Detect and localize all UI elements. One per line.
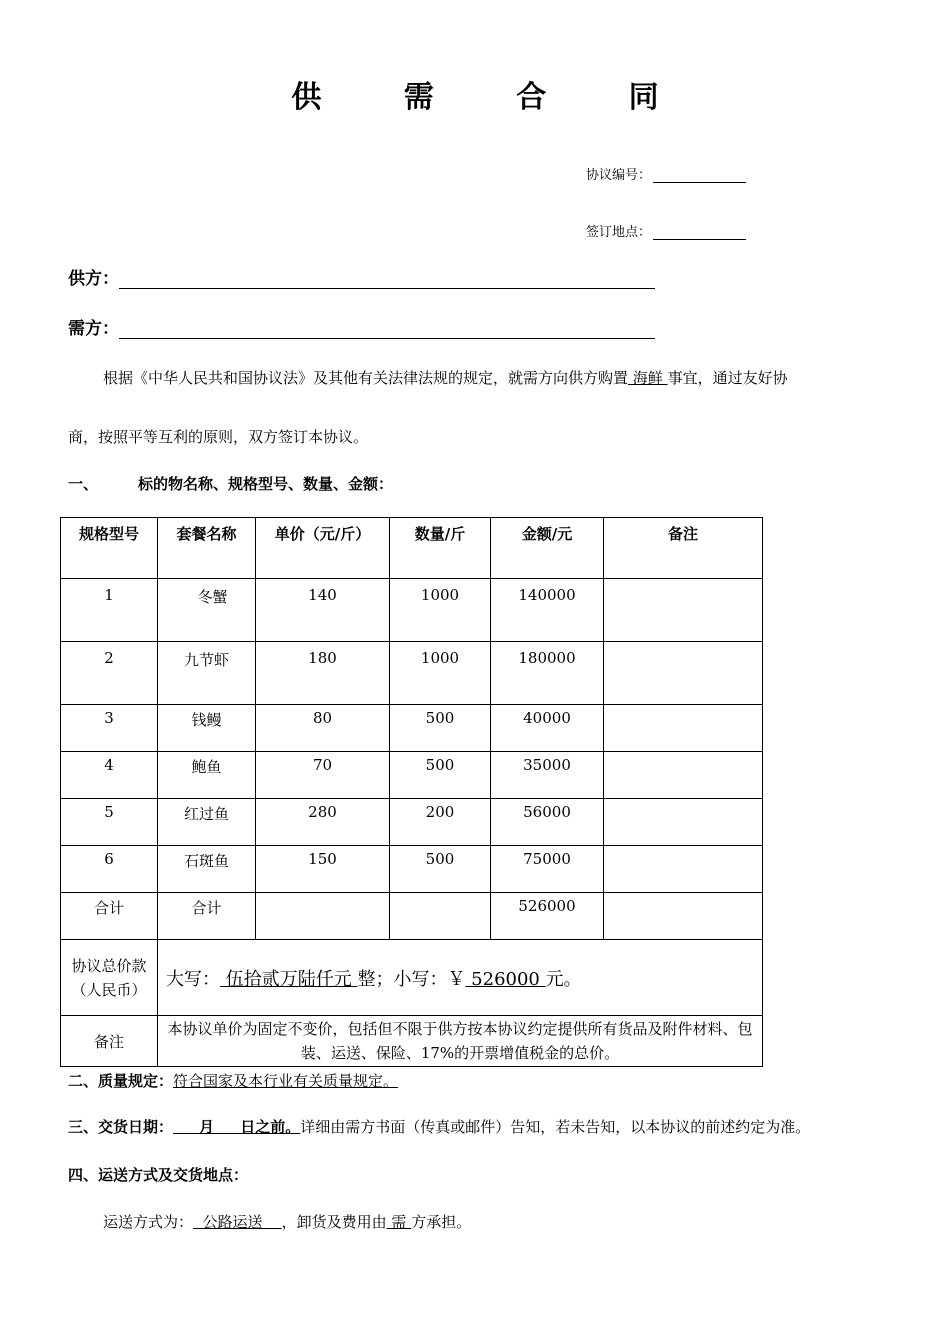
cell-unit-price: 280 <box>256 799 390 846</box>
cell-spec: 2 <box>61 642 158 705</box>
section-2-text: 符合国家及本行业有关质量规定。 <box>173 1072 399 1090</box>
intro-paragraph-line2: 商，按照平等互利的原则，双方签订本协议。 <box>68 428 369 446</box>
section-4-heading: 四、运送方式及交货地点： <box>68 1166 249 1184</box>
cell-remark <box>604 799 763 846</box>
cell-quantity: 200 <box>390 799 491 846</box>
cell-remark <box>604 893 763 940</box>
buyer-row <box>68 314 655 339</box>
cell-quantity: 500 <box>390 846 491 893</box>
shipping-party: 需 <box>386 1213 412 1231</box>
cell-remark <box>604 642 763 705</box>
total-amount-cell <box>158 940 763 1016</box>
table-note-row <box>61 1016 763 1067</box>
table-row <box>61 579 763 642</box>
buyer-label: 需方： <box>68 319 119 339</box>
section-4-shipping <box>103 1211 471 1232</box>
section-1-title: 标的物名称、规格型号、数量、金额： <box>138 475 394 493</box>
supplier-field[interactable] <box>119 270 655 289</box>
shipping-mid: ，卸货及费用由 <box>281 1213 387 1231</box>
document-title: 供 需 合 同 <box>291 80 695 115</box>
cell-remark <box>604 752 763 799</box>
sign-place-row <box>586 221 746 240</box>
total-label: 协议总价款（人民币） <box>61 940 158 1016</box>
total-end-text: 元。 <box>545 968 582 990</box>
supplier-row <box>68 264 655 289</box>
cell-remark <box>604 579 763 642</box>
total-lower-value: 526000 <box>465 968 546 990</box>
total-upper-label: 大写： <box>166 968 220 990</box>
agreement-number-field[interactable] <box>653 168 746 183</box>
header-package: 套餐名称 <box>158 518 256 579</box>
cell-package: 合计 <box>158 893 256 940</box>
shipping-prefix: 运送方式为： <box>103 1213 194 1231</box>
cell-spec: 1 <box>61 579 158 642</box>
total-upper-value: 伍拾贰万陆仟元 <box>220 968 358 990</box>
shipping-end: 方承担。 <box>411 1213 472 1231</box>
cell-amount: 180000 <box>491 642 604 705</box>
cell-spec: 合计 <box>61 893 158 940</box>
cell-quantity: 1000 <box>390 579 491 642</box>
section-1-number: 一、 <box>68 475 99 493</box>
section-3-label: 三、交货日期： <box>68 1118 174 1136</box>
intro-goods: 海鲜 <box>628 369 668 387</box>
cell-amount: 35000 <box>491 752 604 799</box>
cell-package: 石斑鱼 <box>158 846 256 893</box>
sign-place-field[interactable] <box>653 225 746 240</box>
cell-amount: 56000 <box>491 799 604 846</box>
intro-text-2: 事宜，通过友好协 <box>667 369 788 387</box>
table-row <box>61 705 763 752</box>
cell-unit-price <box>256 893 390 940</box>
cell-amount: 140000 <box>491 579 604 642</box>
supplier-label: 供方： <box>68 269 119 289</box>
cell-package: 冬蟹 <box>158 579 256 642</box>
section-2-label: 二、质量规定： <box>68 1072 174 1090</box>
header-amount: 金额/元 <box>491 518 604 579</box>
table-row <box>61 752 763 799</box>
cell-quantity: 500 <box>390 705 491 752</box>
agreement-number-label: 协议编号： <box>586 168 652 183</box>
header-remark: 备注 <box>604 518 763 579</box>
table-row <box>61 846 763 893</box>
cell-remark <box>604 705 763 752</box>
cell-package: 九节虾 <box>158 642 256 705</box>
table-row <box>61 799 763 846</box>
table-header-row <box>61 518 763 579</box>
cell-package: 钱鳗 <box>158 705 256 752</box>
cell-unit-price: 80 <box>256 705 390 752</box>
header-unit-price: 单价（元/斤） <box>256 518 390 579</box>
cell-quantity: 1000 <box>390 642 491 705</box>
intro-paragraph-line1 <box>103 367 788 388</box>
section-3 <box>68 1116 810 1137</box>
cell-package: 鲍鱼 <box>158 752 256 799</box>
table-row-subtotal <box>61 893 763 940</box>
header-quantity: 数量/斤 <box>390 518 491 579</box>
cell-amount: 75000 <box>491 846 604 893</box>
intro-text: 根据《中华人民共和国协议法》及其他有关法律法规的规定，就需方向供方购置 <box>103 369 629 387</box>
note-label: 备注 <box>61 1016 158 1067</box>
cell-remark <box>604 846 763 893</box>
note-text: 本协议单价为固定不变价，包括但不限于供方按本协议约定提供所有货品及附件材料、包装、运送、保险、17%的开票增值税金的总价。 <box>158 1016 763 1067</box>
agreement-number-row <box>586 164 746 183</box>
cell-unit-price: 180 <box>256 642 390 705</box>
cell-amount: 526000 <box>491 893 604 940</box>
section-2 <box>68 1070 398 1091</box>
cell-unit-price: 140 <box>256 579 390 642</box>
cell-quantity: 500 <box>390 752 491 799</box>
cell-spec: 6 <box>61 846 158 893</box>
goods-table <box>60 517 763 1067</box>
header-spec: 规格型号 <box>61 518 158 579</box>
cell-unit-price: 70 <box>256 752 390 799</box>
cell-unit-price: 150 <box>256 846 390 893</box>
cell-spec: 5 <box>61 799 158 846</box>
cell-spec: 3 <box>61 705 158 752</box>
buyer-field[interactable] <box>119 320 655 339</box>
cell-spec: 4 <box>61 752 158 799</box>
table-total-row <box>61 940 763 1016</box>
shipping-method: 公路运送 <box>193 1213 282 1231</box>
sign-place-label: 签订地点： <box>586 225 652 240</box>
total-mid-text: 整；小写：￥ <box>357 968 466 990</box>
cell-quantity <box>390 893 491 940</box>
section-3-rest: 详细由需方书面（传真或邮件）告知，若未告知，以本协议的前述约定为准。 <box>300 1118 811 1136</box>
cell-package: 红过鱼 <box>158 799 256 846</box>
section-1-heading <box>68 473 393 494</box>
section-3-date: 月 日之前。 <box>173 1118 301 1136</box>
cell-amount: 40000 <box>491 705 604 752</box>
table-row <box>61 642 763 705</box>
